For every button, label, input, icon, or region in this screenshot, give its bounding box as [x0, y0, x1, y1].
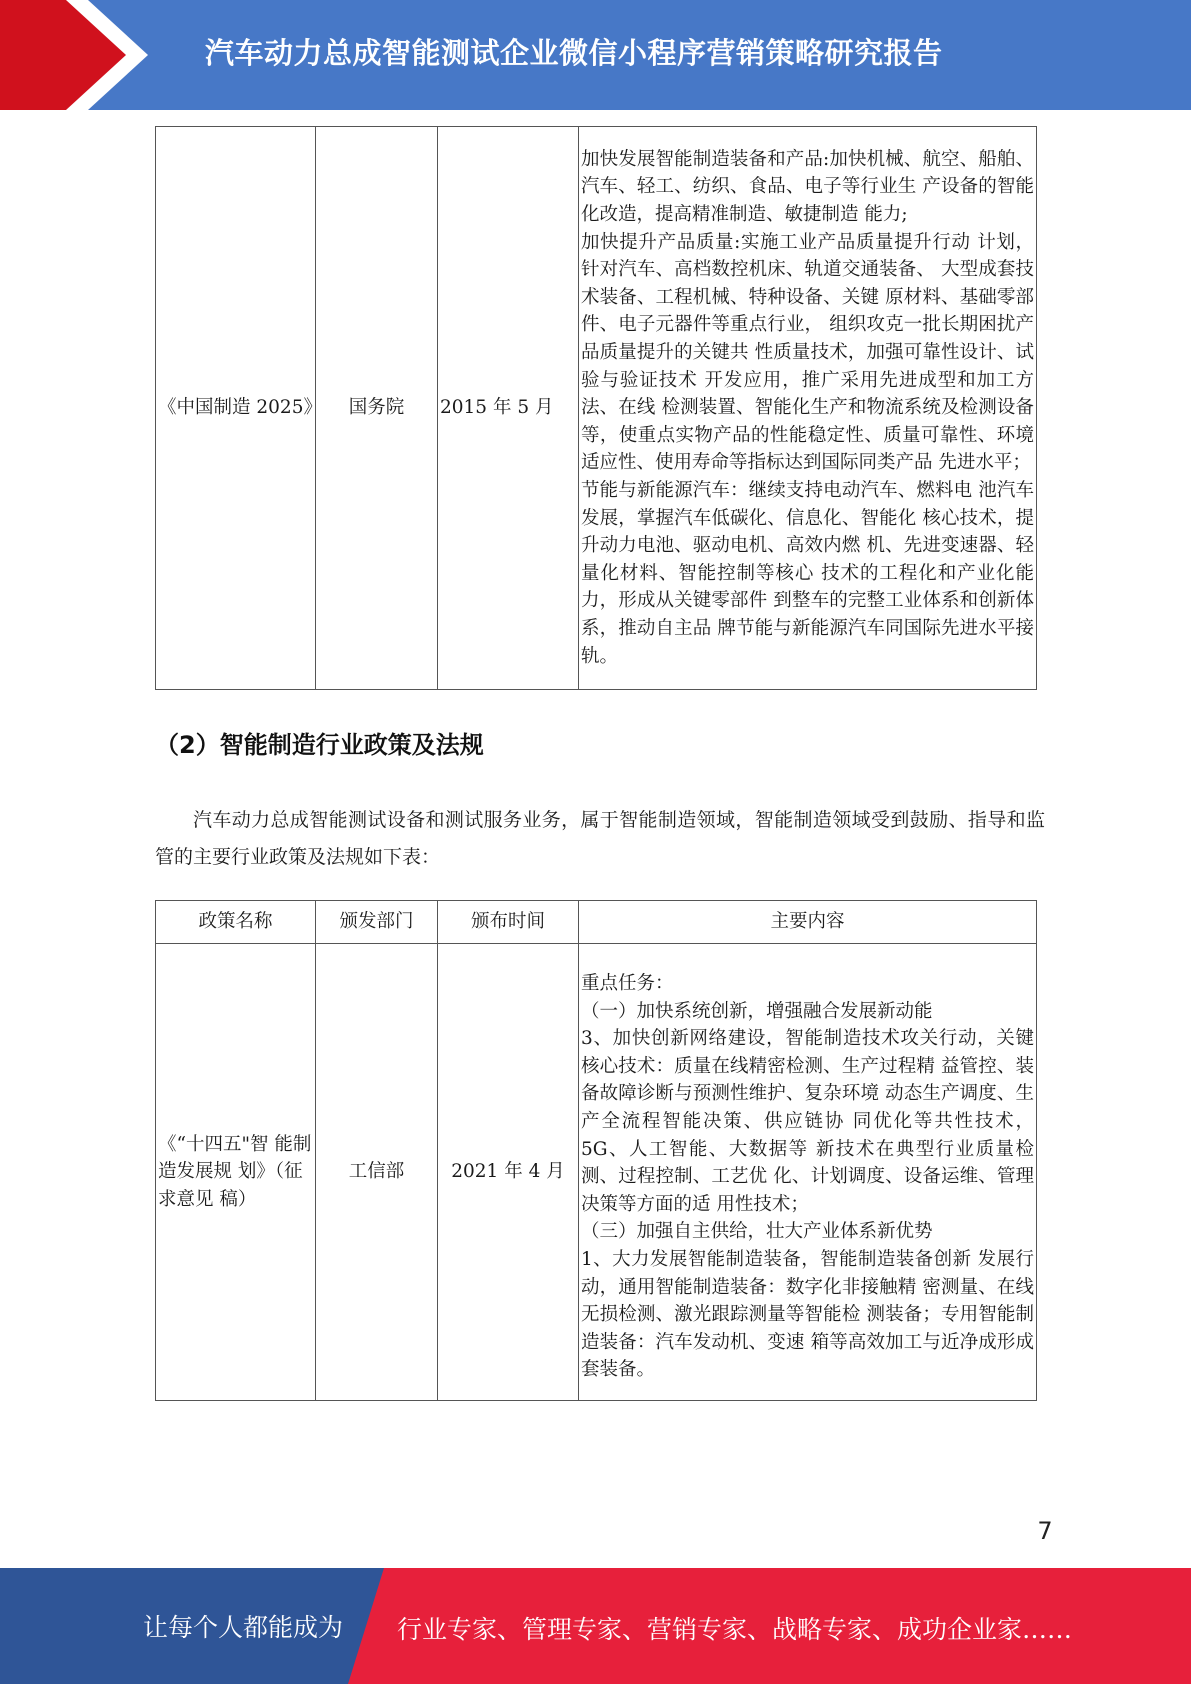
footer-slogan-left: 让每个人都能成为	[143, 1613, 344, 1642]
department-cell: 工信部	[316, 944, 438, 1401]
content-cell	[579, 127, 1037, 690]
report-title: 汽车动力总成智能测试企业微信小程序营销策略研究报告	[205, 36, 943, 70]
content-paragraph: （三）加强自主供给，壮大产业体系新优势	[581, 1221, 933, 1243]
content-paragraph: 加快发展智能制造装备和产品:加快机械、航空、船舶、汽车、轻工、纺织、食品、电子等行业生 产设备的智能化改造，提高精准制造、敏捷制造 能力;	[581, 148, 1034, 226]
content-paragraph: 重点任务：	[581, 973, 674, 994]
content-paragraph: 1、大力发展智能制造装备，智能制造装备创新 发展行动，通用智能制造装备：数字化非接触精 密测量、在线无损检测、激光跟踪测量等智能检 测装备；专用智能制造装备：汽车发动机、变速 箱等高效加工与近净成形成套装备。	[581, 1248, 1034, 1381]
header-chevron-decoration	[0, 0, 160, 110]
page-footer	[0, 1568, 1191, 1684]
date-cell: 2021 年 4 月	[438, 944, 579, 1401]
table-row	[156, 127, 1037, 690]
column-header-policy-name: 政策名称	[156, 901, 316, 944]
content-paragraph: 节能与新能源汽车：继续支持电动汽车、燃料电 池汽车发展，掌握汽车低碳化、信息化、智能化 核心技术，提升动力电池、驱动电机、高效内燃 机、先进变速器、轻量化材料、智能控制等核心 技术的工程化和产业化能力，形成从关键零部件 到整车的完整工业体系和创新体系，推动自主品 牌节能与新能源汽车同国际先进水平接轨。	[581, 479, 1034, 667]
column-header-date: 颁布时间	[438, 901, 579, 944]
column-header-department: 颁发部门	[316, 901, 438, 944]
policy-name-cell: 《“十四五"智 能制造发展规 划》（征求意见 稿）	[156, 944, 316, 1401]
table-row	[156, 944, 1037, 1401]
policy-table-continued	[155, 126, 1037, 690]
content-paragraph: （一）加快系统创新，增强融合发展新动能	[581, 1000, 933, 1022]
department-cell: 国务院	[316, 127, 438, 690]
page-number: 7	[1037, 1517, 1053, 1545]
section-heading: （2）智能制造行业政策及法规	[155, 731, 484, 759]
content-cell	[579, 944, 1037, 1401]
policy-name-cell: 《中国制造 2025》	[156, 127, 316, 690]
table-header-row	[156, 901, 1037, 944]
footer-slogan-right: 行业专家、管理专家、营销专家、战略专家、成功企业家……	[397, 1615, 1073, 1644]
intro-paragraph: 汽车动力总成智能测试设备和测试服务业务，属于智能制造领域，智能制造领域受到鼓励、指导和监管的主要行业政策及法规如下表：	[155, 809, 1045, 868]
date-cell: 2015 年 5 月	[438, 127, 579, 690]
column-header-content: 主要内容	[579, 901, 1037, 944]
page-header	[0, 0, 1191, 110]
policy-table	[155, 900, 1037, 1401]
content-paragraph: 3、加快创新网络建设，智能制造技术攻关行动，关键核心技术：质量在线精密检测、生产过程精 益管控、装备故障诊断与预测性维护、复杂环境 动态生产调度、生产全流程智能决策、供应链协 同优化等共性技术，5G、人工智能、大数据等 新技术在典型行业质量检测、过程控制、工艺优 化、计划调度、设备运维、管理决策等方面的适 用性技术；	[581, 1028, 1034, 1215]
content-paragraph: 加快提升产品质量:实施工业产品质量提升行动 计划，针对汽车、高档数控机床、轨道交通装备、 大型成套技术装备、工程机械、特种设备、关键 原材料、基础零部件、电子元器件等重点行业， 组织攻克一批长期困扰产品质量提升的关键共 性质量技术，加强可靠性设计、试验与验证技术 开发应用，推广采用先进成型和加工方法、在线 检测装置、智能化生产和物流系统及检测设备 等，使重点实物产品的性能稳定性、质量可靠性、环境适应性、使用寿命等指标达到国际同类产品 先进水平；	[581, 231, 1034, 474]
